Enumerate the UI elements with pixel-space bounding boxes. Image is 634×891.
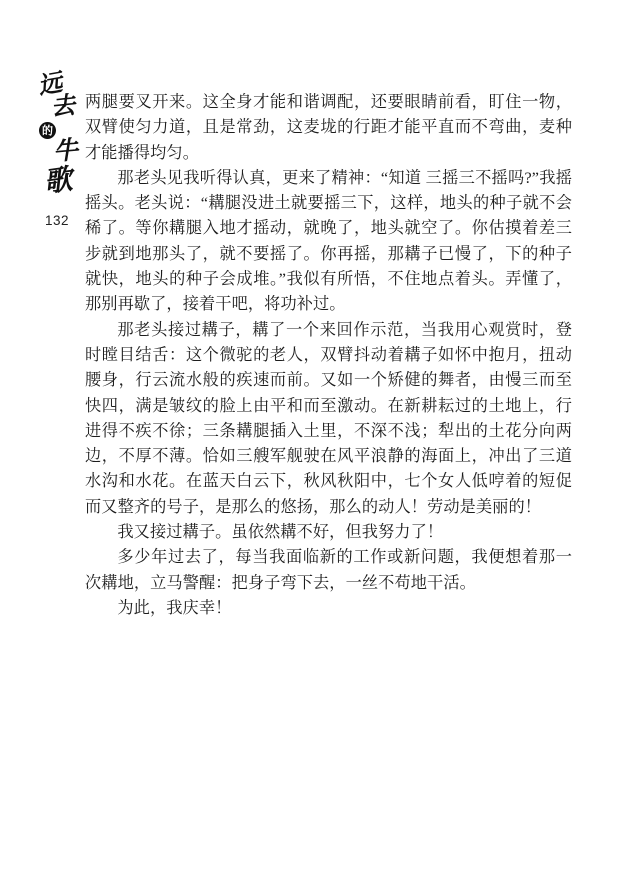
paragraph: 为此，我庆幸！ — [117, 598, 232, 617]
book-title-calligraphy — [35, 67, 86, 202]
paragraph: 多少年过去了，每当我面临新的工作或新问题，我便想着那一次耩地，立马警醒：把身子弯下去，一丝不苟地干活。 — [85, 548, 572, 592]
page-number: 132 — [45, 213, 70, 228]
paragraph: 我又接过耩子。虽依然耩不好，但我努力了！ — [117, 523, 444, 542]
paragraph: 两腿要叉开来。这全身才能和谐调配，还要眼睛前看，盯住一物，双臂使匀力道，且是常劲，这麦垅的行距才能平直而不弯曲，麦种才能播得均匀。 — [85, 93, 572, 162]
paragraph: 那老头接过耩子，耩了一个来回作示范，当我用心观赏时，登时瞠目结舌：这个微驼的老人，双臂抖动着耩子如怀中抱月，扭动腰身，行云流水般的疾速而前。又如一个矫健的舞者，由慢三而至快四，满是皱纹的脸上由平和而至激动。在新耕耘过的土地上，行进得不疾不徐；三条耩腿插入土里，不深不浅；犁出的土花分向两边，不厚不薄。恰如三艘军舰驶在风平浪静的海面上，冲出了三道水沟和水花。在蓝天白云下，秋风秋阳中，七个女人低哼着的短促而又整齐的号子，是那么的悠扬，那么的动人！劳动是美丽的！ — [85, 320, 572, 516]
paragraph: 那老头见我听得认真，更来了精神：“知道 三摇三不摇吗?”我摇摇头。老头说：“耩腿没进土就要摇三下，这样，地头的种子就不会稀了。等你耩腿入地才摇动，就晚了，地头就空了。你估摸着差三步就到地那头了，就不要摇了。你再摇，那耩子已慢了，下的种子就快，地头的种子会成堆。”我似有所悟，不住地点着头。弄懂了，那别再歇了，接着干吧，将功补过。 — [85, 168, 572, 314]
calligraphy-char: 歌 — [41, 162, 75, 199]
calligraphy-char: 远 — [35, 67, 65, 100]
calligraphy-char: 牛 — [51, 134, 80, 167]
body-text-column — [85, 90, 572, 621]
calligraphy-char-seal: 的 — [39, 122, 56, 139]
calligraphy-char: 去 — [49, 89, 77, 122]
